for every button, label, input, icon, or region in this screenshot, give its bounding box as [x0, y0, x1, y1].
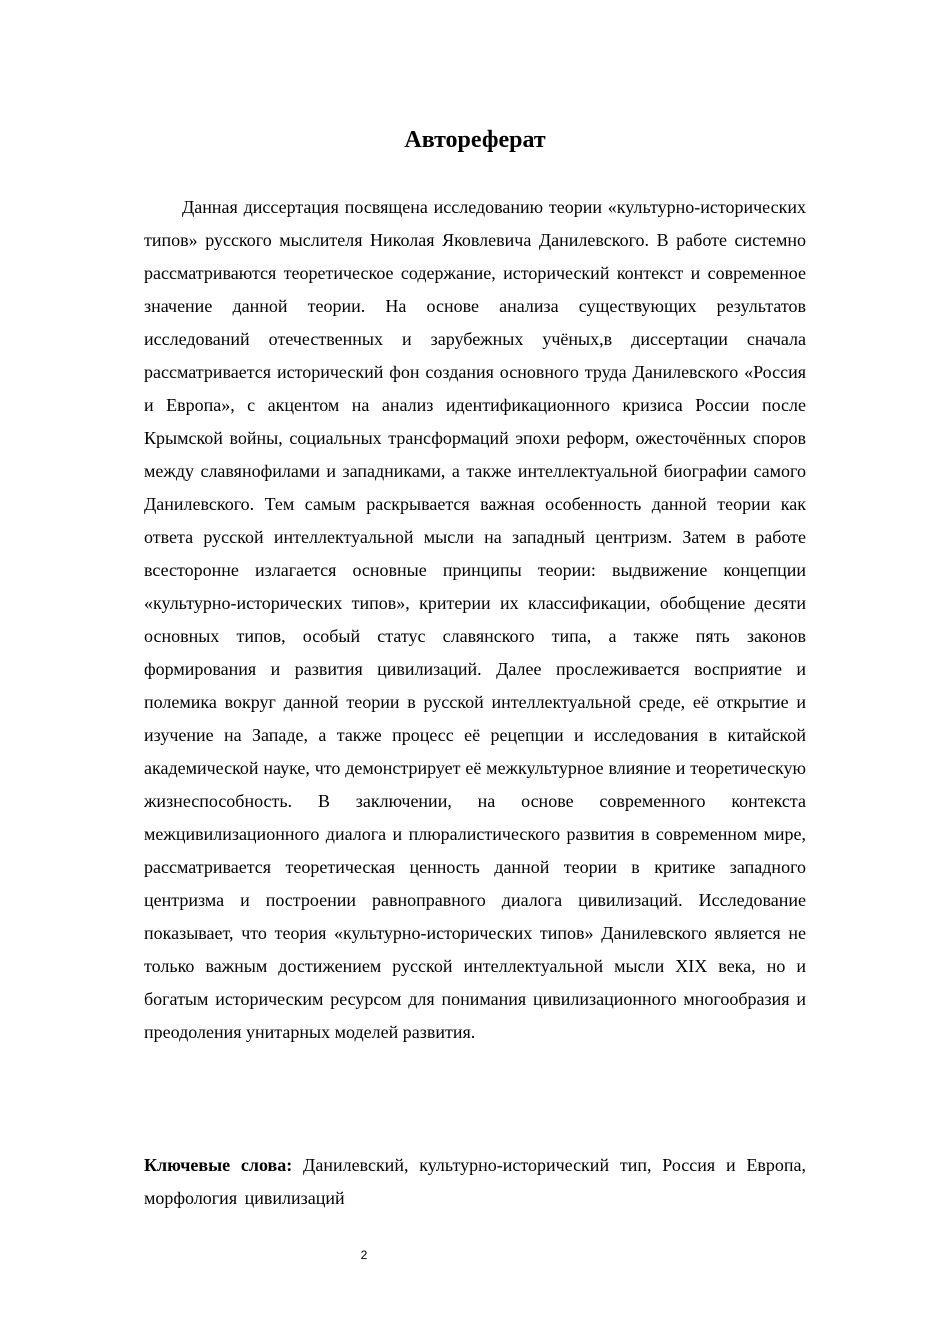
keywords-paragraph [144, 1149, 806, 1215]
page-number: 2 [360, 1248, 368, 1262]
keywords-label: Ключевые слова: [144, 1155, 293, 1175]
abstract-paragraph: Данная диссертация посвящена исследованию теории «культурно-исторических типов» русского мыслителя Николая Яковлевича Данилевского. В работе системно рассматриваются теоретическое содержание, исторический контекст и современное значение данной теории. На основе анализа существующих результатов исследований отечественных и зарубежных учёных,в диссертации сначала рассматривается исторический фон создания основного труда Данилевского «Россия и Европа», с акцентом на анализ идентификационного кризиса России после Крымской войны, социальных трансформаций эпохи реформ, ожесточённых споров между славянофилами и западниками, а также интеллектуальной биографии самого Данилевского. Тем самым раскрывается важная особенность данной теории как ответа русской интеллектуальной мысли на западный центризм. Затем в работе всесторонне излагается основные принципы теории: выдвижение концепции «культурно-исторических типов», критерии их классификации, обобщение десяти основных типов, особый статус славянского типа, а также пять законов формирования и развития цивилизаций. Далее прослеживается восприятие и полемика вокруг данной теории в русской интеллектуальной среде, её открытие и изучение на Западе, а также процесс её рецепции и исследования в китайской академической науке, что демонстрирует её межкультурное влияние и теоретическую жизнеспособность. В заключении, на основе современного контекста межцивилизационного диалога и плюралистического развития в современном мире, рассматривается теоретическая ценность данной теории в критике западного центризма и построении равноправного диалога цивилизаций. Исследование показывает, что теория «культурно-исторических типов» Данилевского является не только важным достижением русской интеллектуальной мысли XIX века, но и богатым историческим ресурсом для понимания цивилизационного многообразия и преодоления унитарных моделей развития. [144, 197, 806, 1042]
page-title: Автореферат [404, 127, 546, 153]
keywords-text: Данилевский, культурно-исторический тип, Россия и Европа, морфология цивилизаций [144, 1155, 806, 1208]
